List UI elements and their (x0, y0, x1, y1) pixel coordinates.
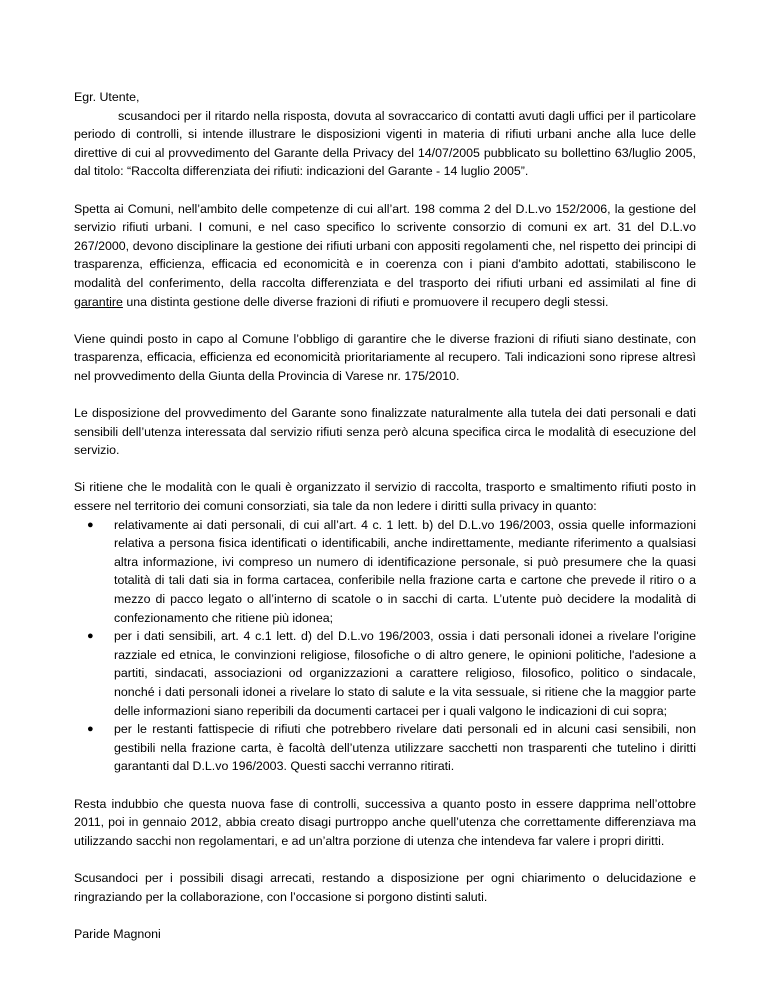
bullet-text: relativamente ai dati personali, di cui all’art. 4 c. 1 lett. b) del D.L.vo 196/2003, ossia quelle informazioni relativa a persona fisica identificati o identificabili, anche indirettamente, mediante riferimento a qualsiasi altra informazione, ivi compreso un numero di identificazione personale, si può presumere che la quasi totalità di tali dati sia in forma cartacea, conferibile nella frazione carta e cartone che prevede il ritiro o a mezzo di pacco legato o all’interno di scatole o in sacchi di carta. L’utente può decidere la modalità di confezionamento che ritiene più idonea; (114, 517, 696, 625)
bullet-item-restanti (87, 720, 696, 776)
paragraph-obbligo: Viene quindi posto in capo al Comune l’obbligo di garantire che le diverse frazioni di rifiuti siano destinate, con trasparenza, efficacia, efficienza ed economicità prioritariamente al recupero. Tali indicazioni sono riprese altresì nel provvedimento della Giunta della Provincia di Varese nr. 175/2010. (74, 331, 696, 383)
bullet-icon: ● (87, 518, 94, 531)
underlined-word: garantire (74, 294, 123, 309)
paragraph-competenze-part-a: Spetta ai Comuni, nell’ambito delle competenze di cui all’art. 198 comma 2 del D.L.vo 152/2006, la gestione del servizio rifiuti urbani. I comuni, e nel caso specifico lo scrivente consorzio di comuni ex art. 31 del D.L.vo 267/2000, devono disciplinare la gestione dei rifiuti urbani con appositi regolamenti che, nel rispetto dei principi di trasparenza, efficienza, efficacia ed economicità e in coerenza con i piani d'ambito adottati, stabiliscono le modalità del conferimento, della raccolta differenziata e del trasporto dei rifiuti urbani ed assimilati al fine di (74, 201, 696, 290)
paragraph-competenze (74, 200, 696, 312)
bullet-text: per le restanti fattispecie di rifiuti che potrebbero rivelare dati personali ed in alcuni casi sensibili, non gestibili nella frazione carta, è facoltà dell’utenza utilizzare sacchetti non trasparenti che tutelino i diritti garantanti dal D.L.vo 196/2003. Questi sacchi verranno ritirati. (114, 722, 696, 774)
salutation: Egr. Utente, (74, 90, 140, 104)
paragraph-disagi: Resta indubbio che questa nuova fase di controlli, successiva a quanto posto in essere dapprima nell’ottobre 2011, poi in gennaio 2012, abbia creato disagi purtroppo anche quell’utenza che correttamente differenziava ma utilizzando sacchi non regolamentari, e ad un’altra porzione di utenza che intendeva far valere i propri diritti. (74, 796, 696, 848)
bullet-list (74, 516, 696, 776)
bullet-text: per i dati sensibili, art. 4 c.1 lett. d) del D.L.vo 196/2003, ossia i dati personali idonei a rivelare l'origine razziale ed etnica, le convinzioni religiose, filosofiche o di altro genere, le opinioni politiche, l'adesione a partiti, sindacati, associazioni od organizzazioni a carattere religioso, filosofico, politico o sindacale, nonché i dati personali idonei a rivelare lo stato di salute e la vita sessuale, si ritiene che la maggior parte delle informazioni siano reperibili da documenti cartacei per i quali valgono le indicazioni di cui sopra; (114, 629, 696, 718)
bullet-icon: ● (87, 723, 94, 736)
paragraph-saluti: Scusandoci per i possibili disagi arrecati, restando a disposizione per ogni chiarimento o delucidazione e ringraziando per la collaborazione, con l’occasione si porgono distinti saluti. (74, 870, 696, 904)
paragraph-competenze-part-b: una distinta gestione delle diverse frazioni di rifiuti e promuovere il recupero degli stessi. (122, 294, 609, 309)
paragraph-intro: scusandoci per il ritardo nella risposta, dovuta al sovraccarico di contatti avuti dagli uffici per il particolare periodo di controlli, si intende illustrare le disposizioni vigenti in materia di rifiuti urbani anche alla luce delle direttive di cui al provvedimento del Garante della Privacy del 14/07/2005 pubblicato su bollettino 63/luglio 2005, dal titolo: “Raccolta differenziata dei rifiuti: indicazioni del Garante - 14 luglio 2005”. (74, 108, 696, 179)
signature: Paride Magnoni (74, 926, 161, 941)
paragraph-modalita: Si ritiene che le modalità con le quali è organizzato il servizio di raccolta, trasporto e smaltimento rifiuti posto in essere nel territorio dei comuni consorziati, sia tale da non ledere i diritti sulla privacy in quanto: (74, 480, 696, 514)
bullet-icon: ● (87, 630, 94, 643)
paragraph-garante: Le disposizione del provvedimento del Garante sono finalizzate naturalmente alla tutela dei dati personali e dati sensibili dell’utenza interessata dal servizio rifiuti senza però alcuna specifica circa le modalità di esecuzione del servizio. (74, 406, 696, 458)
bullet-item-dati-sensibili (87, 627, 696, 720)
bullet-item-dati-personali (87, 516, 696, 628)
letter-body (74, 88, 696, 943)
